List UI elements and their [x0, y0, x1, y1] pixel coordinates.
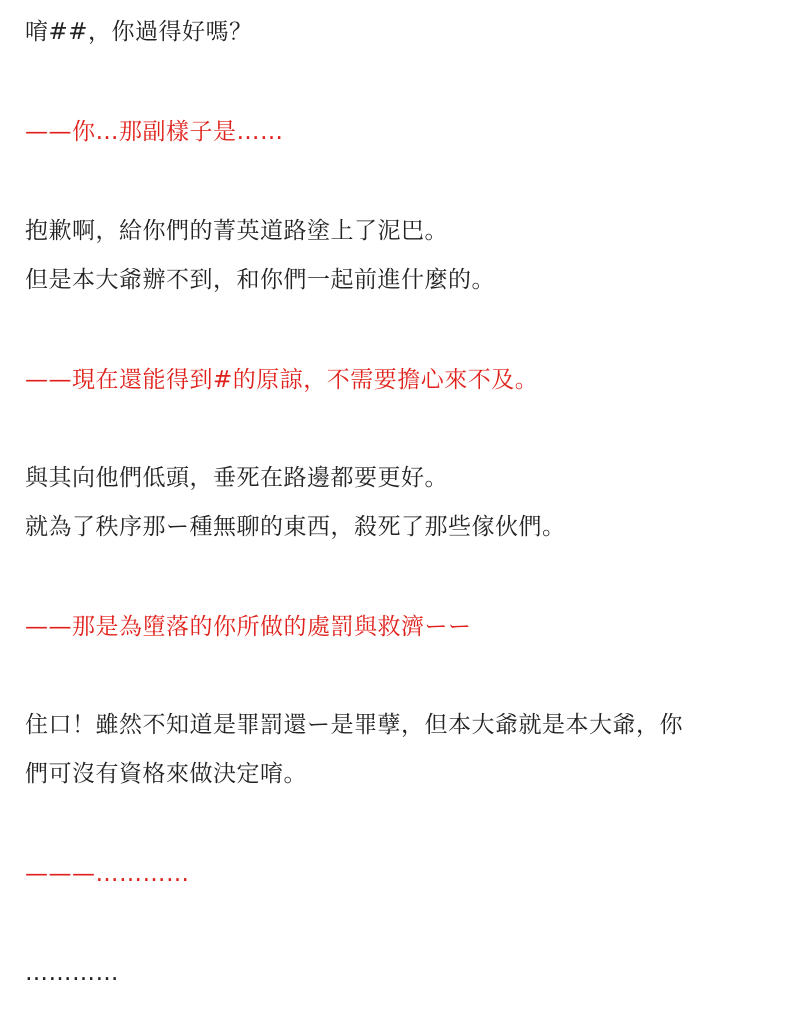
text-line-2: ——你…那副樣子是…… — [25, 119, 284, 145]
text-line-9: 住口！雖然不知道是罪罰還ー是罪孽，但本大爺就是本大爺，你 — [25, 712, 683, 738]
text-line-3: 抱歉啊，給你們的菁英道路塗上了泥巴。 — [25, 218, 448, 244]
text-line-10: 們可沒有資格來做決定唷。 — [25, 761, 307, 787]
text-line-8: ——那是為墮落的你所做的處罰與救濟ーー — [25, 614, 472, 640]
text-line-5: ——現在還能得到#的原諒，不需要擔心來不及。 — [25, 367, 539, 393]
text-line-4: 但是本大爺辦不到，和你們一起前進什麼的。 — [25, 267, 495, 293]
text-line-11: ———………… — [25, 861, 190, 887]
text-line-12: ………… — [25, 960, 119, 986]
text-line-6: 與其向他們低頭，垂死在路邊都要更好。 — [25, 465, 448, 491]
text-line-7: 就為了秩序那ー種無聊的東西，殺死了那些傢伙們。 — [25, 514, 566, 540]
text-line-1: 唷##，你過得好嗎？ — [25, 19, 253, 45]
